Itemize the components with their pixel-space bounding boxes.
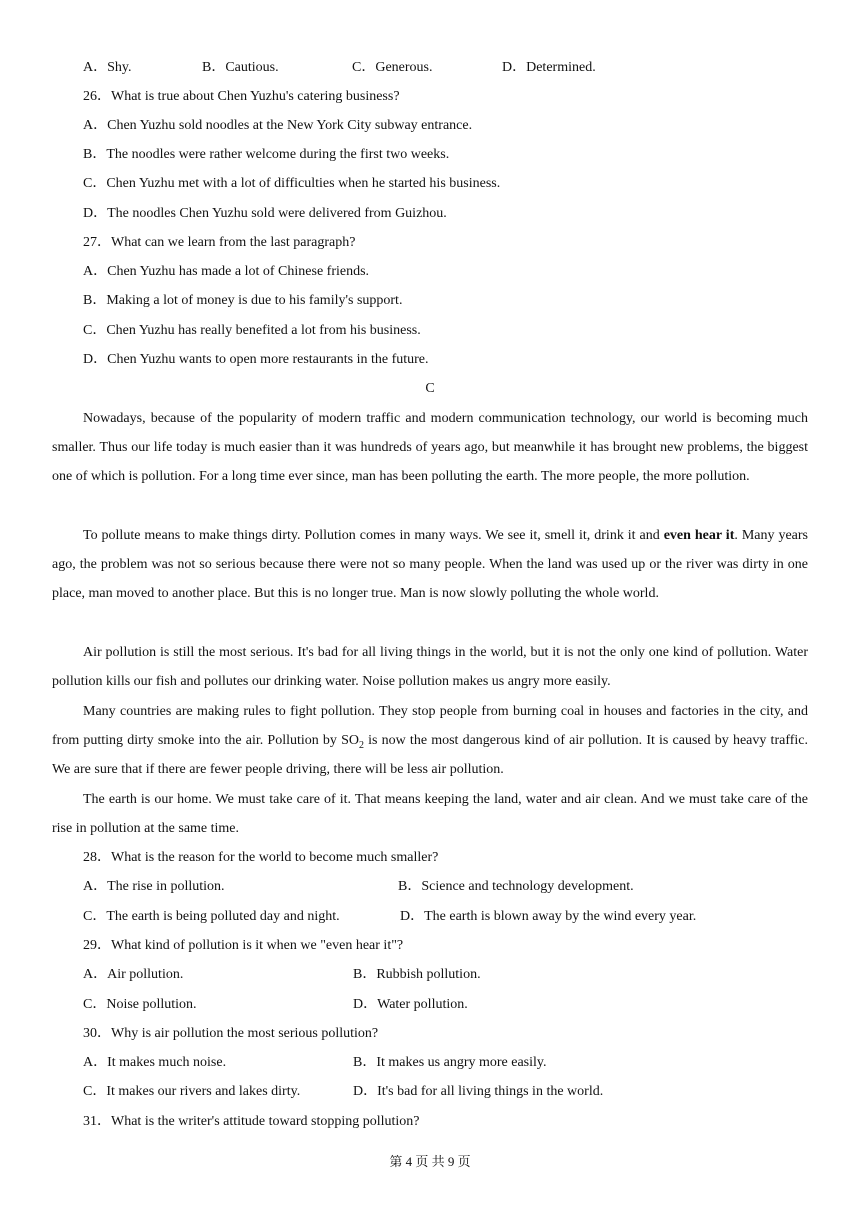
q25-option-c: C．Generous.	[352, 60, 433, 75]
q27-option-b: B．Making a lot of money is due to his family's support.	[83, 293, 403, 308]
q27-option-a: A．Chen Yuzhu has made a lot of Chinese friends.	[83, 264, 370, 279]
passage-paragraph-3	[52, 638, 808, 696]
q29-option-d: D．Water pollution.	[353, 997, 468, 1012]
paragraph-4-text-b: is now the most dangerous kind of air pollution. It is caused by heavy traffic. We are sure that if there are fewer people driving, there will be less air pollution.	[52, 733, 808, 778]
q25-option-d: D．Determined.	[502, 60, 596, 75]
q25-options	[83, 58, 783, 78]
paragraph-2-text-b: . Many years ago, the problem was not so serious because there were not so many people. When the land was used up or the river was dirty in one place, man moved to another place. But this is no longer true. Man is now slowly polluting the whole world.	[52, 528, 808, 602]
q28-option-c: C．The earth is being polluted day and night.	[83, 909, 340, 924]
paragraph-5-text: The earth is our home. We must take care of it. That means keeping the land, water and air clean. And we must take care of the rise in pollution at the same time.	[52, 792, 808, 837]
q26-option-b: B．The noodles were rather welcome during the first two weeks.	[83, 147, 450, 162]
passage-paragraph-2	[52, 521, 808, 609]
q30-stem: 30．Why is air pollution the most serious pollution?	[83, 1026, 379, 1041]
q26-option-d: D．The noodles Chen Yuzhu sold were delivered from Guizhou.	[83, 206, 447, 221]
q28-option-b: B．Science and technology development.	[398, 879, 634, 894]
q27-option-d: D．Chen Yuzhu wants to open more restaurants in the future.	[83, 352, 429, 367]
paragraph-4-text-a: Many countries are making rules to fight pollution. They stop people from burning coal in houses and factories in the city, and from putting dirty smoke into the air. Pollution by SO	[52, 704, 808, 749]
passage-paragraph-4	[52, 697, 808, 785]
q31-stem: 31．What is the writer's attitude toward stopping pollution?	[83, 1114, 420, 1129]
q29-option-b: B．Rubbish pollution.	[353, 967, 481, 982]
q27-stem: 27．What can we learn from the last paragraph?	[83, 235, 356, 250]
q28-option-a: A．The rise in pollution.	[83, 879, 225, 894]
q30-option-a: A．It makes much noise.	[83, 1055, 227, 1070]
q26-option-c: C．Chen Yuzhu met with a lot of difficulties when he started his business.	[83, 176, 501, 191]
q30-option-b: B．It makes us angry more easily.	[353, 1055, 547, 1070]
section-heading: C	[425, 381, 435, 396]
q26-option-a: A．Chen Yuzhu sold noodles at the New York City subway entrance.	[83, 118, 473, 133]
q28-option-d: D．The earth is blown away by the wind every year.	[400, 909, 697, 924]
paragraph-3-text: Air pollution is still the most serious. It's bad for all living things in the world, but it is not the only one kind of pollution. Water pollution kills our fish and pollutes our drinking water. Noise pollution makes us angry more easily.	[52, 645, 808, 690]
q29-stem: 29．What kind of pollution is it when we "even hear it"?	[83, 938, 404, 953]
passage-paragraph-1	[52, 404, 808, 492]
paragraph-1-text: Nowadays, because of the popularity of modern traffic and modern communication technology, our world is becoming much smaller. Thus our life today is much easier than it was hundreds of years ago, but meanwhile it has brought new problems, the biggest one of which is pollution. For a long time ever since, man has been polluting the earth. The more people, the more pollution.	[52, 411, 808, 485]
q29-option-c: C．Noise pollution.	[83, 997, 197, 1012]
paragraph-2-text-a: To pollute means to make things dirty. Pollution comes in many ways. We see it, smell it, drink it and	[83, 528, 664, 543]
q26-stem: 26．What is true about Chen Yuzhu's catering business?	[83, 89, 400, 104]
q25-option-a: A．Shy.	[83, 60, 132, 75]
paragraph-2-bold-phrase: even hear it	[663, 528, 735, 543]
q30-option-c: C．It makes our rivers and lakes dirty.	[83, 1084, 301, 1099]
q28-stem: 28．What is the reason for the world to become much smaller?	[83, 850, 439, 865]
q30-option-d: D．It's bad for all living things in the world.	[353, 1084, 604, 1099]
passage-paragraph-5	[52, 785, 808, 843]
page-footer: 第 4 页 共 9 页	[389, 1154, 471, 1169]
q29-option-a: A．Air pollution.	[83, 967, 184, 982]
q25-option-b: B．Cautious.	[202, 60, 279, 75]
q27-option-c: C．Chen Yuzhu has really benefited a lot from his business.	[83, 323, 421, 338]
paragraph-4-subscript: 2	[358, 740, 364, 751]
